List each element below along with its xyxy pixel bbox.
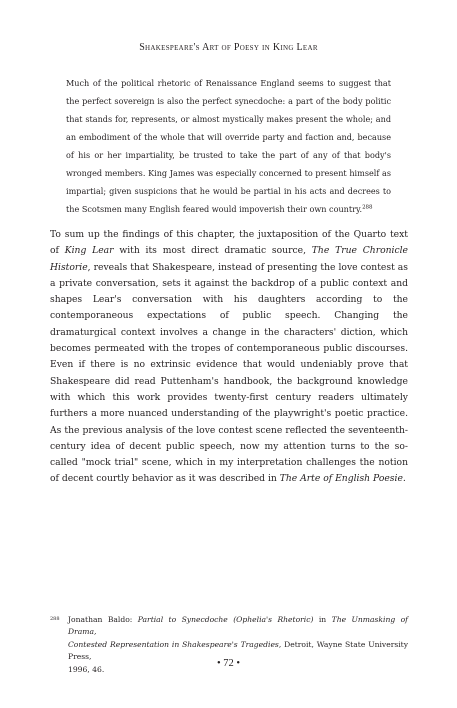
footnote-publisher: , Detroit, Wayne State University Press, (68, 639, 408, 662)
footnote-reference[interactable]: 288 (362, 204, 373, 211)
footnote-in: in (313, 615, 332, 624)
paragraph-text-3: , reveals that Shakespeare, instead of presenting the love contest as a private conversation, sets it against the backdrop of a public context and shapes Lear's conversation with his daughters according to the contemporaneous expectations of public speech. Changing the dramaturgical context involves a change in the characters' diction, which becomes permeated with the tropes of contemporaneous public discourses. Even if there is no extrinsic evidence that would undeniably prove that Shakespeare did read Puttenham's handbook, the background knowledge with which this work provides twenty-first century readers ultimately furthers a more nuanced understanding of the playwright's poetic practice. As the previous analysis of the love contest scene reflected the seventeenth-century idea of decent public speech, now my attention turns to the so-called "mock trial" scene, which in my interpretation challenges the notion of decent courtly behavior as it was described in (50, 261, 408, 485)
work-title-true-chronicle: The True Chronicle Historie (50, 245, 408, 273)
block-quote-text: Much of the political rhetoric of Renaissance England seems to suggest that the perfect sovereign is also the perfect synecdoche: a part of the body politic that stands for, represents, or almost mystically makes present the whole; and an embodiment of the whole that will override party and faction and, because of his or her impartiality, be trusted to take the part of any of that body's wronged members. King James was especially concerned to present himself as impartial; given suspicions that he would be partial in his acts and decrees to the Scotsmen many English feared would impoverish their own country. (66, 78, 391, 214)
footnote-line-1 (68, 614, 408, 639)
footnote-line-3: 1996, 46. (68, 664, 105, 674)
paragraph-text-1: To sum up the findings of this chapter, the juxtaposition of the Quarto text of (50, 229, 408, 257)
page-number: • 72 • (216, 658, 241, 669)
block-quote (66, 74, 391, 218)
footnote-article-title: Partial to Synecdoche (Ophelia's Rhetoric) (137, 615, 314, 624)
footnote-book-title-1: The Unmasking of Drama, (68, 615, 408, 637)
paragraph-text-4: . (402, 473, 406, 485)
footnote-number: 288 (50, 616, 60, 622)
work-title-arte-of-poesie: The Arte of English Poesie (279, 473, 403, 485)
footnote-author: Jonathan Baldo: (68, 615, 138, 624)
paragraph-text-2: with its most direct dramatic source, (113, 245, 312, 257)
work-title-king-lear: King Lear (64, 245, 114, 257)
body-paragraph (50, 227, 408, 488)
footnote-book-title-2: Contested Representation in Shakespeare's Tragedies (68, 639, 279, 649)
running-head: Shakespeare's Art of Poesy in King Lear (139, 42, 318, 53)
